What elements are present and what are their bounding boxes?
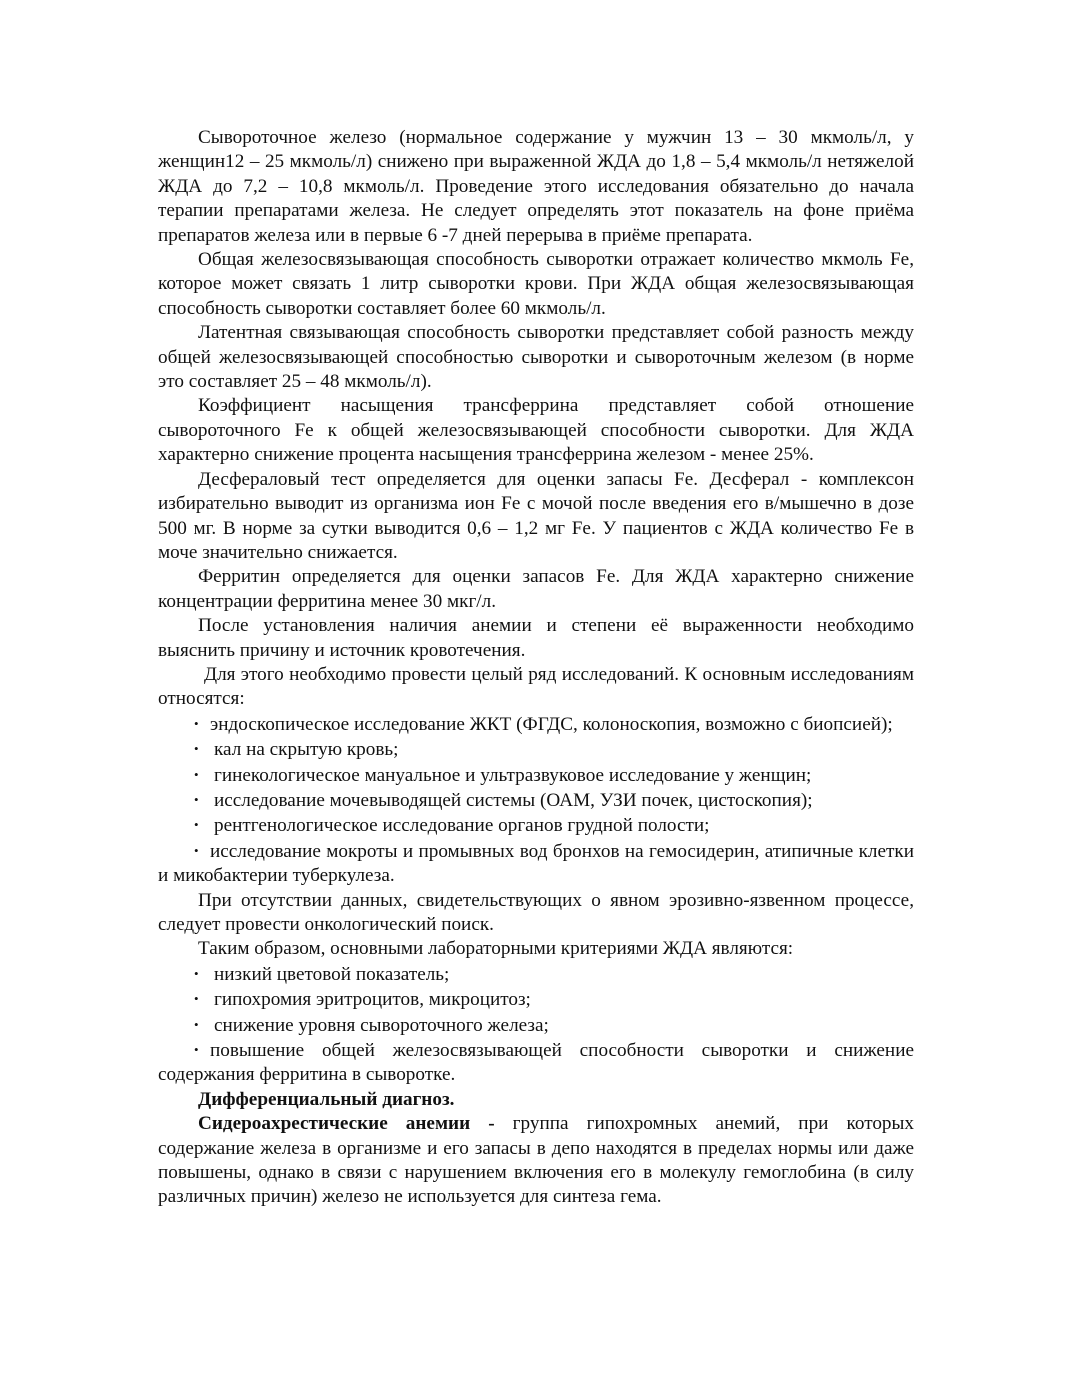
list-item-text: кал на скрытую кровь; (214, 739, 399, 761)
bullet-icon: • (194, 1016, 199, 1032)
list-item-text: гинекологическое мануальное и ультразвуковое исследование у женщин; (214, 764, 812, 786)
document-page (158, 126, 914, 1210)
list-item (158, 1038, 914, 1088)
paragraph-oncology-search: При отсутствии данных, свидетельствующих о явном эрозивно-язвенном процессе, следует провести онкологический поиск. (158, 889, 914, 935)
bullet-icon: • (194, 965, 199, 981)
list-item-text: низкий цветовой показатель; (214, 963, 450, 985)
paragraph-investigations-intro: Для этого необходимо провести целый ряд исследований. К основным исследованиям относятся: (158, 663, 914, 710)
paragraph-total-binding-capacity: Общая железосвязывающая способность сыворотки отражает количество мкмоль Fe, которое может связать 1 литр сыворотки крови. При ЖДА общая железосвязывающая способность сыворотки составляет более 60 мкмоль/л. (158, 249, 914, 319)
list-item (158, 987, 914, 1012)
section-heading-differential-diagnosis: Дифференциальный диагноз. (198, 1088, 455, 1110)
paragraph-latent-binding-capacity: Латентная связывающая способность сыворотки представляет собой разность между общей железосвязывающей способностью сыворотки и сывороточным железом (в норме это составляет 25 – 48 мкмоль/л). (158, 322, 914, 393)
list-item-text: рентгенологическое исследование органов грудной полости; (214, 815, 710, 837)
paragraph-after-diagnosis: После установления наличия анемии и степени её выраженности необходимо выяснить причину и источник кровотечения. (158, 615, 914, 661)
bullet-icon: • (194, 741, 199, 757)
lab-criteria-list (158, 962, 914, 1088)
bullet-icon: • (194, 715, 199, 731)
list-item (158, 737, 914, 762)
list-item (158, 813, 914, 838)
investigations-list (158, 712, 914, 889)
list-item (158, 763, 914, 788)
term-sideroachrestic-anemia: Сидероахрестические анемии - (198, 1113, 495, 1135)
list-item (158, 962, 914, 987)
bullet-icon: • (194, 1042, 199, 1058)
bullet-icon: • (194, 842, 199, 858)
bullet-icon: • (194, 791, 199, 807)
list-item-text: исследование мочевыводящей системы (ОАМ, УЗИ почек, цистоскопия); (214, 789, 813, 811)
list-item-text: гипохромия эритроцитов, микроцитоз; (214, 989, 531, 1011)
list-item-text: снижение уровня сывороточного железа; (214, 1014, 549, 1036)
list-item-text: повышение общей железосвязывающей способности сыворотки и снижение содержания ферритина в сыворотке. (158, 1040, 914, 1086)
paragraph-sideroachrestic-anemia (158, 1112, 914, 1210)
list-item (158, 839, 914, 889)
list-item (158, 788, 914, 813)
list-item-text: исследование мокроты и промывных вод бронхов на гемосидерин, атипичные клетки и микобактерии туберкулеза. (158, 840, 914, 887)
paragraph-ferritin: Ферритин определяется для оценки запасов Fe. Для ЖДА характерно снижение концентрации ферритина менее 30 мкг/л. (158, 566, 914, 612)
paragraph-desferal-test: Десфераловый тест определяется для оценки запасы Fe. Десферал - комплексон избирательно выводит из организма ион Fe с мочой после введения его в/мышечно в дозе 500 мг. В норме за сутки выводится 0,6 – 1,2 мг Fe. У пациентов с ЖДА количество Fe в моче значительно снижается. (158, 468, 914, 563)
list-item-text: эндоскопическое исследование ЖКТ (ФГДС, колоноскопия, возможно с биопсией); (210, 713, 893, 735)
bullet-icon: • (194, 991, 199, 1007)
bullet-icon: • (194, 766, 199, 782)
paragraph-transferrin-saturation: Коэффициент насыщения трансферрина представляет собой отношение сывороточного Fe к общей железосвязывающей способности сыворотки. Для ЖДА характерно снижение процента насыщения трансферрина железом - менее 25%. (158, 395, 914, 466)
bullet-icon: • (194, 817, 199, 833)
definition-text: группа гипохромных анемий, при которых содержание железа в организме и его запасы в депо находятся в пределах нормы или даже повышены, однако в связи с нарушением включения его в молекулу гемоглобина (в силу различных причин) железо не используется для синтеза гема. (158, 1113, 914, 1208)
list-item (158, 712, 914, 737)
paragraph-lab-criteria-intro: Таким образом, основными лабораторными критериями ЖДА являются: (198, 938, 794, 960)
paragraph-serum-iron: Сывороточное железо (нормальное содержание у мужчин 13 – 30 мкмоль/л, у женщин12 – 25 мкмоль/л) снижено при выраженной ЖДА до 1,8 – 5,4 мкмоль/л нетяжелой ЖДА до 7,2 – 10,8 мкмоль/л. Проведение этого исследования обязательно до начала терапии препаратами железа. Не следует определять этот показатель на фоне приёма препаратов железа или в первые 6 -7 дней перерыва в приёме препарата. (158, 127, 914, 246)
list-item (158, 1013, 914, 1038)
